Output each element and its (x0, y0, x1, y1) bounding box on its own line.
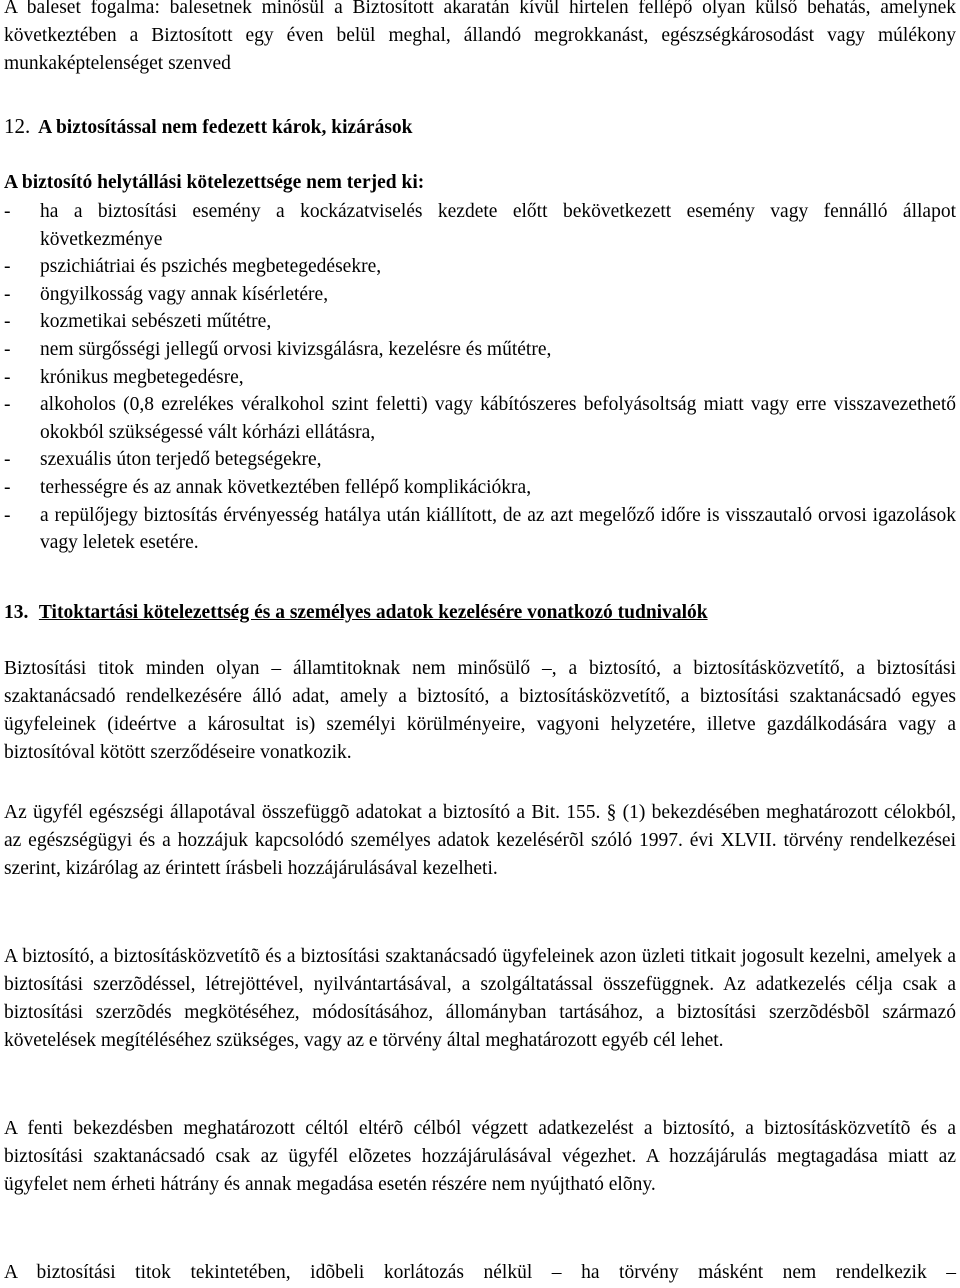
list-item: - alkoholos (0,8 ezrelékes véralkohol szint feletti) vagy kábítószeres befolyásoltság miatt vagy erre visszavezethető okokból szükségessé vált kórházi ellátásra, (4, 394, 956, 443)
section-12-heading (4, 112, 413, 142)
exclusions-list (4, 198, 956, 557)
list-item: - ha a biztosítási esemény a kockázatviselés kezdete előtt bekövetkezett esemény vagy fennálló állapot következménye (4, 201, 956, 250)
list-item: - kozmetikai sebészeti műtétre, (4, 311, 272, 333)
accident-definition-paragraph: A baleset fogalma: balesetnek minősül a Biztosított akaratán kívül hirtelen fellépő olyan külső behatás, amelynek következtében a Biztosított egy éven belül meghal, állandó megrokkanást, egészségkárosodást vagy múlékony munkaképtelenséget szenved (4, 0, 956, 74)
section-title: A biztosítással nem fedezett károk, kizárások (38, 117, 413, 138)
section-number: 12. (4, 114, 31, 138)
list-item: - krónikus megbetegedésre, (4, 366, 244, 388)
confidentiality-paragraph-5: A biztosítási titok tekintetében, idõbeli korlátozás nélkül – ha törvény másként nem rendelkezik – (4, 1262, 956, 1283)
confidentiality-paragraph-2: Az ügyfél egészségi állapotával összefüggõ adatokat a biztosító a Bit. 155. § (1) bekezdésében meghatározott célokból, az egészségügyi és a hozzájuk kapcsolódó személyes adatok kezelésérõl szóló 1997. évi XLVII. törvény rendelkezései szerint, kizárólag az érintett írásbeli hozzájárulásával kezelheti. (4, 802, 956, 879)
section-number: 13. (4, 602, 29, 623)
confidentiality-paragraph-4: A fenti bekezdésben meghatározott céltól eltérõ célból végzett adatkezelést a biztosító, a biztosításközvetítõ és a biztosítási szaktanácsadó csak az ügyfél elõzetes hozzájárulásával végezhet. A hozzájárulás megtagadása miatt az ügyfelet nem érheti hátrány és annak megadása esetén részére nem nyújtható elõny. (4, 1118, 956, 1195)
list-item: - szexuális úton terjedő betegségekre, (4, 449, 322, 471)
section-title: Titoktartási kötelezettség és a személyes adatok kezelésére vonatkozó tudnivalók (38, 602, 708, 623)
exclusions-lead: A biztosító helytállási kötelezettsége nem terjed ki: (4, 172, 425, 193)
confidentiality-paragraph-1: Biztosítási titok minden olyan – államtitoknak nem minősülő –, a biztosító, a biztosításközvetítő, a biztosítási szaktanácsadó rendelkezésére álló adat, amely a biztosító, a biztosításközvetítő, a biztosítási szaktanácsadó egyes ügyfeleinek (ideértve a károsultat is) személyi körülményeire, vagyoni helyzetére, illetve gazdálkodására vagy a biztosítóval kötött szerződéseire vonatkozik. (4, 658, 956, 763)
list-item: - a repülőjegy biztosítás érvényesség hatálya után kiállított, de az azt megelőző időre is visszautaló orvosi igazolások vagy leletek esetére. (4, 504, 956, 554)
list-item: - pszichiátriai és pszichés megbetegedésekre, (4, 256, 382, 278)
list-item: - terhességre és az annak következtében fellépő komplikációkra, (4, 476, 532, 498)
confidentiality-paragraph-3: A biztosító, a biztosításközvetítõ és a biztosítási szaktanácsadó ügyfeleinek azon üzleti titkait jogosult kezelni, amelyek a biztosítási szerzõdéssel, létrejöttével, nyilvántartásával, a szolgáltatással összefüggnek. Az adatkezelés célja csak a biztosítási szerzõdés megkötéséhez, módosításához, állományban tartásához, a biztosítási szerzõdésbõl származó követelések megítéléséhez szükséges, vagy az e törvény által meghatározott egyéb cél lehet. (4, 946, 956, 1051)
list-item: - nem sürgősségi jellegű orvosi kivizsgálásra, kezelésre és műtétre, (4, 338, 552, 360)
list-item: - öngyilkosság vagy annak kísérletére, (4, 283, 329, 305)
section-13-heading (4, 599, 708, 627)
